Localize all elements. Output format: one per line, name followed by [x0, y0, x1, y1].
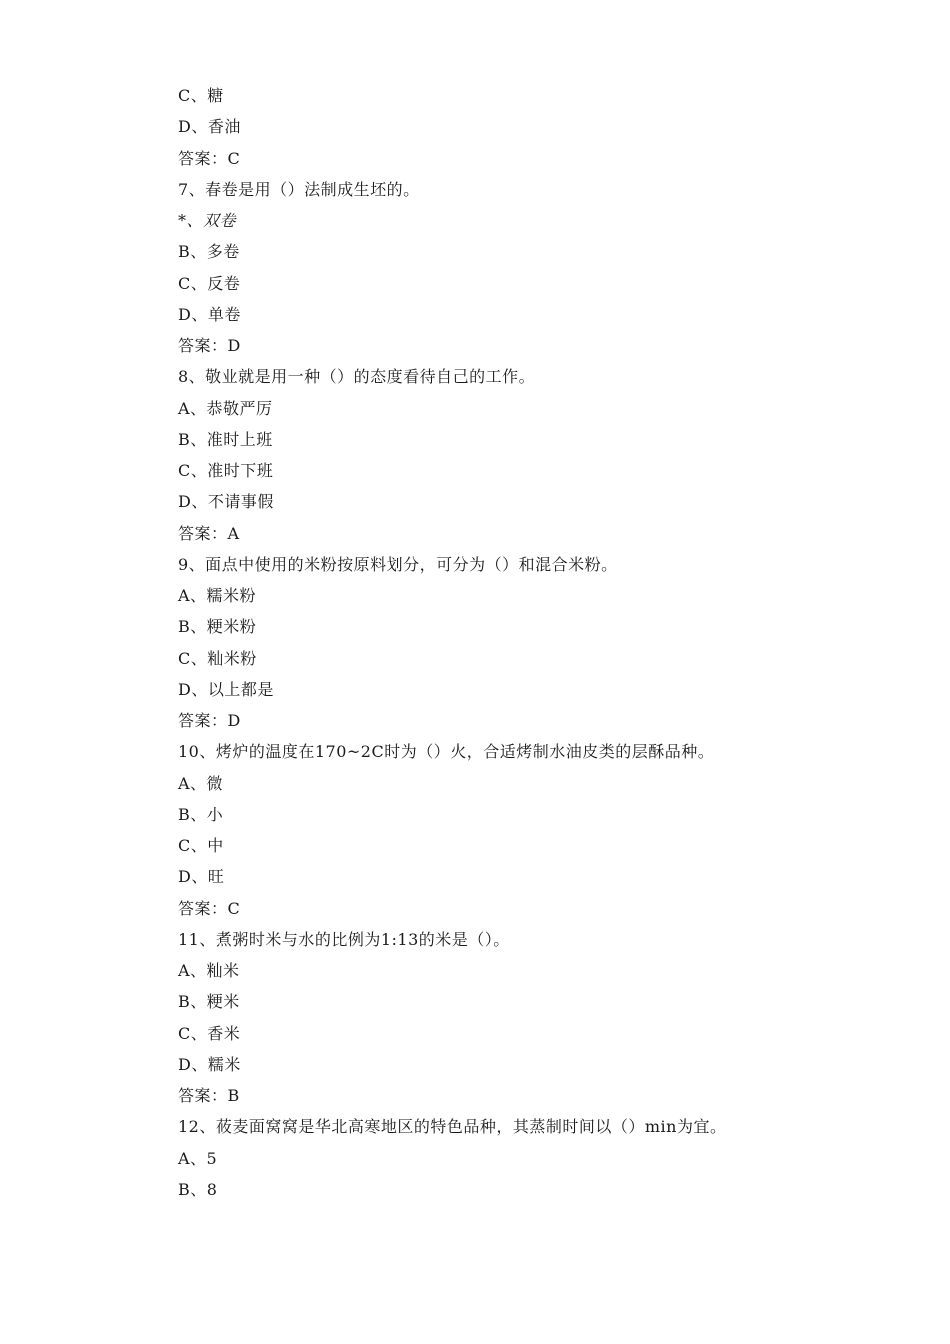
option-line: A、5	[178, 1148, 218, 1168]
option-line: D、香油	[178, 117, 241, 137]
question-list	[178, 80, 818, 1205]
question-line: 7、春卷是用（）法制成生坯的。	[178, 179, 420, 199]
option-line: A、恭敬严厉	[178, 398, 273, 418]
option-line: C、中	[178, 836, 224, 855]
question-line: 12、莜麦面窝窝是华北高寒地区的特色品种，其蒸制时间以（）min为宜。	[178, 1117, 727, 1137]
answer-line: 答案：D	[178, 336, 241, 355]
option-line: D、旺	[178, 867, 225, 887]
option-line: C、准时下班	[178, 461, 274, 480]
option-line: B、粳米	[178, 992, 240, 1012]
answer-line: 答案：C	[178, 898, 241, 918]
option-line: D、糯米	[178, 1054, 241, 1074]
option-line: A、糯米粉	[178, 586, 257, 605]
option-line: C、籼米粉	[178, 648, 257, 668]
answer-line: 答案：B	[178, 1086, 240, 1105]
option-line: C、反卷	[178, 273, 241, 293]
option-line: D、单卷	[178, 304, 241, 324]
answer-line: 答案：A	[178, 523, 240, 543]
option-line: *、双卷	[178, 211, 237, 230]
option-line: D、以上都是	[178, 679, 274, 699]
option-line: C、香米	[178, 1023, 241, 1043]
answer-line: 答案：C	[178, 148, 241, 168]
question-line: 10、烤炉的温度在170~2C时为（）火，合适烤制水油皮类的层酥品种。	[178, 742, 715, 762]
option-line: D、不请事假	[178, 492, 274, 512]
option-line: B、多卷	[178, 242, 240, 262]
question-line: 9、面点中使用的米粉按原料划分，可分为（）和混合米粉。	[178, 554, 618, 574]
option-line: B、小	[178, 804, 224, 824]
answer-line: 答案：D	[178, 711, 241, 730]
question-line: 8、敬业就是用一种（）的态度看待自己的工作。	[178, 367, 536, 387]
question-line: 11、煮粥时米与水的比例为1:13的米是（）。	[178, 929, 510, 949]
option-line: A、微	[178, 773, 224, 793]
option-line: B、准时上班	[178, 429, 273, 449]
option-line: B、粳米粉	[178, 617, 257, 637]
option-line: A、籼米	[178, 961, 240, 980]
option-line: C、糖	[178, 86, 224, 105]
option-line: B、8	[178, 1179, 218, 1199]
